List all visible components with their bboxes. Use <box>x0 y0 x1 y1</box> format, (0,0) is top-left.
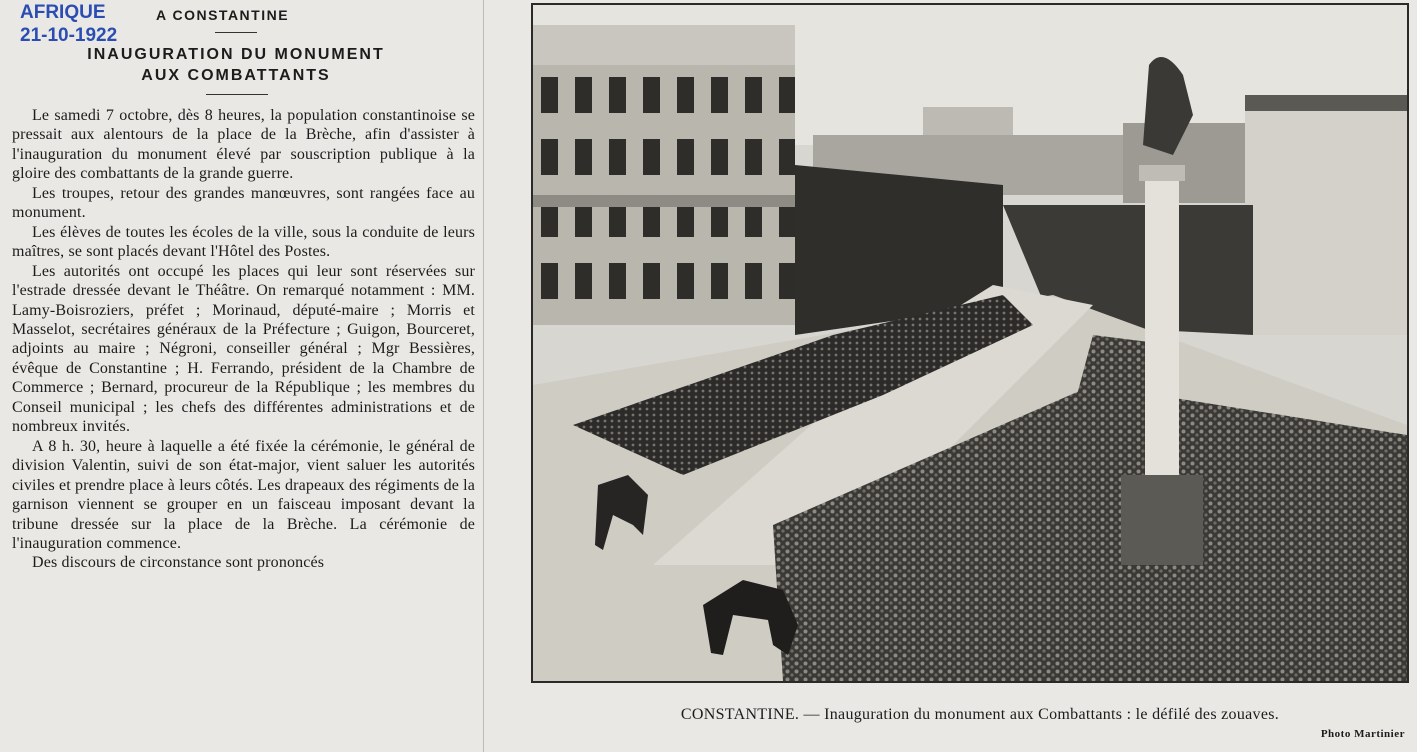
archive-stamp <box>20 1 117 47</box>
photo-illustration <box>533 5 1407 681</box>
column-divider <box>483 0 484 752</box>
article-paragraph: Les autorités ont occupé les places qui leur sont réservées sur l'estrade dressée devant le Théâtre. On remarqué notamment : MM. Lamy-Boisroziers, préfet ; Morinaud, député-maire ; Morris et Masselot, secrétaires généraux de la Préfecture ; Guigon, Bourceret, adjoints au maire ; Négroni, conseiller général ; Mgr Bessières, évêque de Constantine ; H. Ferrando, président de la Chambre de Commerce ; Bernard, procureur de la République ; les membres du Conseil municipal ; les chefs des différentes administrations et de nombreux invités. <box>12 262 475 436</box>
stamp-title: AFRIQUE <box>20 2 106 23</box>
article-paragraph: Les élèves de toutes les écoles de la ville, sous la conduite de leurs maîtres, se sont placés devant l'Hôtel des Postes. <box>12 223 475 261</box>
headline-rule <box>206 94 268 95</box>
kicker-rule <box>215 32 257 33</box>
headline-line-2: AUX COMBATTANTS <box>141 67 331 84</box>
article-paragraph: A 8 h. 30, heure à laquelle a été fixée la cérémonie, le général de division Valentin, suivi de son état-major, vient saluer les autorités civiles et prendre place à leurs côtés. Les drapeaux des régiments de la garnison viennent se grouper en un faisceau imposant devant la tribune dressée sur la place de la Brèche. La cérémonie de l'inauguration commence. <box>12 437 475 552</box>
article-paragraph: Le samedi 7 octobre, dès 8 heures, la population constantinoise se pressait aux alentours de la place de la Brèche, afin d'assister à l'inauguration du monument élevé par souscription publique à la gloire des combattants de la grande guerre. <box>12 107 475 183</box>
stamp-date: 21-10-1922 <box>20 25 118 46</box>
article-kicker: A CONSTANTINE <box>156 7 290 23</box>
photo-caption: CONSTANTINE. — Inauguration du monument aux Combattants : le défilé des zouaves. <box>680 706 1280 723</box>
article-body <box>12 106 475 573</box>
article-headline <box>30 44 442 86</box>
headline-line-1: INAUGURATION DU MONUMENT <box>87 46 385 63</box>
parade-photograph <box>531 3 1409 683</box>
article-paragraph: Des discours de circonstance sont prononcés <box>32 554 325 572</box>
article-paragraph: Les troupes, retour des grandes manœuvres, sont rangées face au monument. <box>12 184 475 222</box>
photo-credit: Photo Martinier <box>1320 728 1405 740</box>
